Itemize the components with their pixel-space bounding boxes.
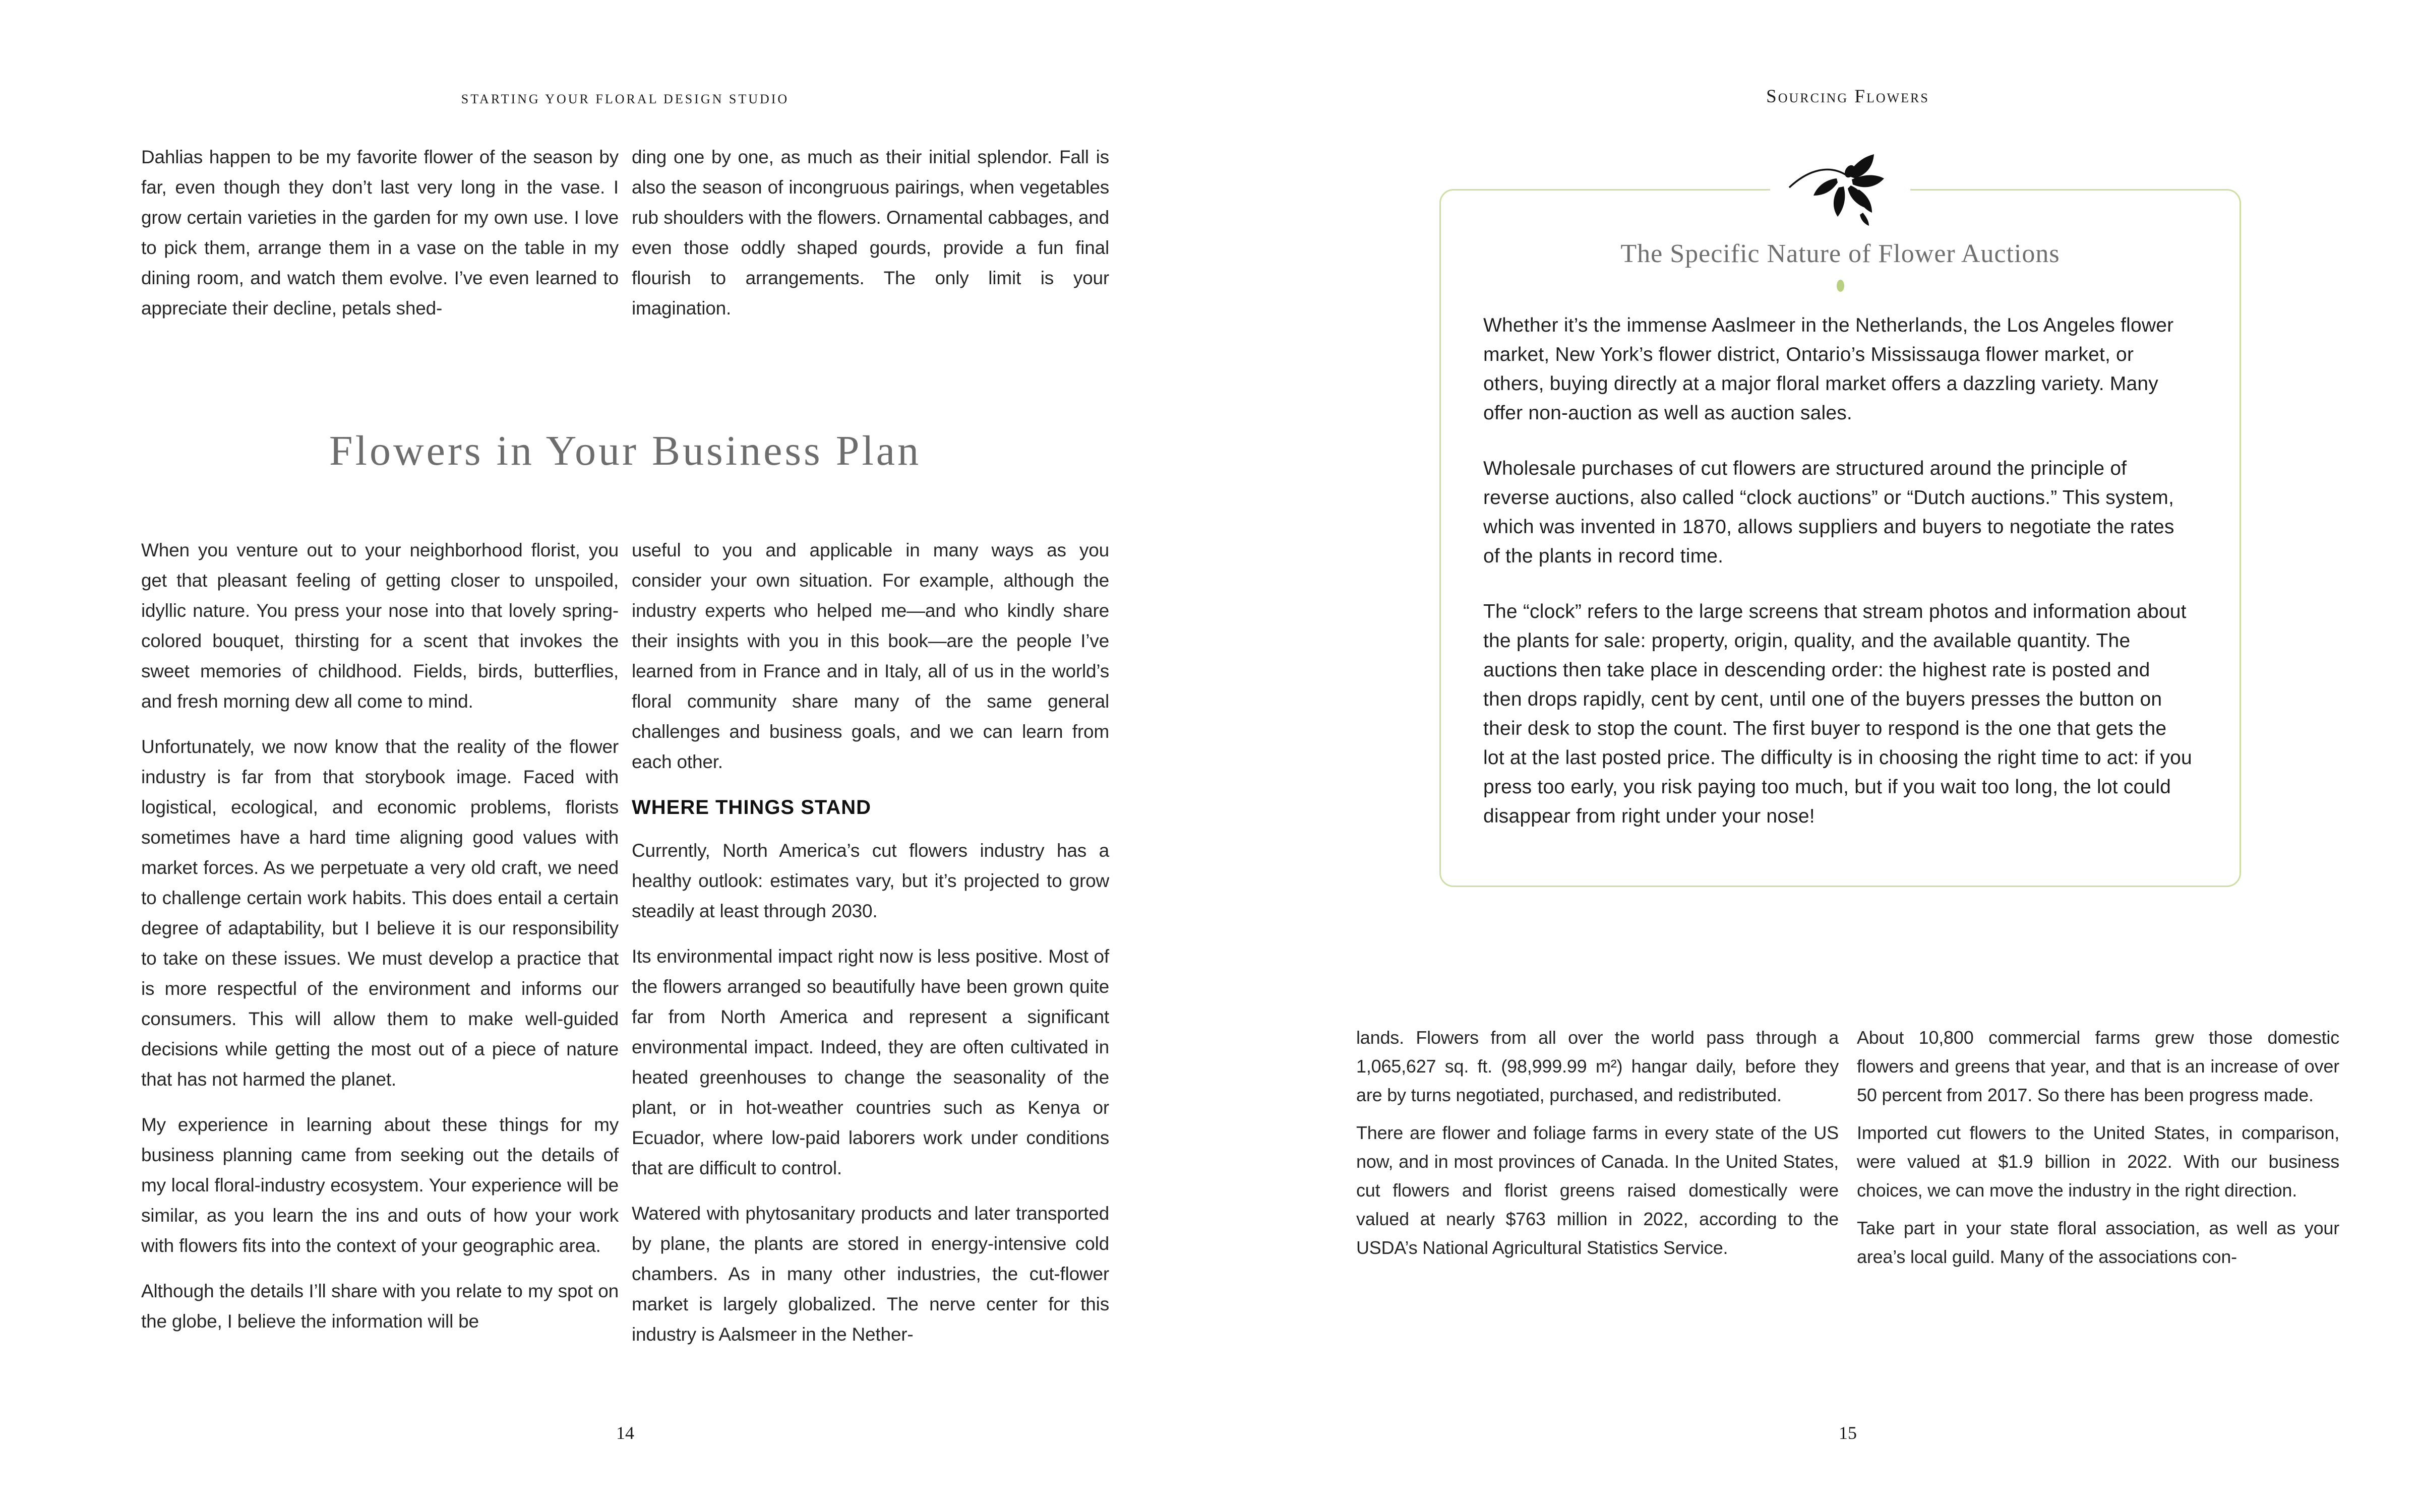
paragraph: Whether it’s the immense Aaslmeer in the Netherlands, the Los Angeles flower market, New York’s flower district, Ontario’s Mississauga flower market, or others, buying directly at a major floral market offers a dazzling variety. Many offer non-auction as well as auction sales.	[1483, 314, 2174, 424]
intro-column-1	[141, 142, 619, 324]
paragraph: There are flower and foliage farms in every state of the US now, and in most provinces of Canada. In the United States, cut flowers and florist greens raised domestically were valued at nearly $763 million in 2022, according to the USDA’s National Agricultural Statistics Service.	[1356, 1122, 1839, 1258]
paragraph: Wholesale purchases of cut flowers are structured around the principle of reverse auctions, also called “clock auctions” or “Dutch auctions.” This system, which was invented in 1870, allows suppliers and buyers to negotiate the rates of the plants in record time.	[1483, 458, 2174, 567]
intro-section	[141, 142, 1109, 324]
paragraph: Take part in your state floral association, as well as your area’s local guild. Many of the associations con-	[1857, 1218, 2339, 1267]
paragraph: Its environmental impact right now is less positive. Most of the flowers arranged so beautifully have been grown quite far from North America and represent a significant environmental impact. Indeed, they are often cultivated in heated greenhouses to change the seasonality of the plant, or in hot-weather countries such as Kenya or Ecuador, where low-paid laborers work under conditions that are difficult to control.	[632, 946, 1109, 1178]
paragraph: Currently, North America’s cut flowers industry has a healthy outlook: estimates vary, but it’s projected to grow steadily at least through 2030.	[632, 840, 1109, 921]
main-column-1	[141, 535, 619, 1350]
main-section	[141, 535, 1109, 1350]
floral-sprig-icon	[1787, 149, 1893, 229]
box-title: The Specific Nature of Flower Auctions	[1620, 239, 2060, 268]
chapter-section-title: Flowers in Your Business Plan	[329, 427, 922, 474]
running-head-right: Sourcing Flowers	[1766, 86, 1929, 107]
main-column-2	[632, 535, 1109, 1350]
page-number-15: 15	[1839, 1423, 1857, 1443]
paragraph: Dahlias happen to be my favorite flower of the season by far, even though they don’t last very long in the vase. I grow certain varieties in the garden for my own use. I love to pick them, arrange them in a vase on the table in my dining room, and watch them evolve. I’ve even learned to appreciate their decline, petals shed-	[141, 147, 619, 319]
sidebar-box-flower-auctions	[1439, 189, 2241, 887]
intro-column-2	[632, 142, 1109, 324]
green-dot-ornament	[1837, 280, 1844, 292]
page-number-14: 14	[616, 1423, 634, 1443]
bottom-column-1	[1356, 1023, 1839, 1271]
paragraph: About 10,800 commercial farms grew those domestic flowers and greens that year, and that is an increase of over 50 percent from 2017. So there has been progress made.	[1857, 1027, 2339, 1105]
paragraph: When you venture out to your neighborhood florist, you get that pleasant feeling of getting closer to unspoiled, idyllic nature. You press your nose into that lovely spring-colored bouquet, thirsting for a scent that invokes the sweet memories of childhood. Fields, birds, butterflies, and fresh morning dew all come to mind.	[141, 540, 619, 712]
box-body	[1441, 292, 2240, 831]
ornament-wrapper	[1770, 149, 1910, 230]
paragraph: Unfortunately, we now know that the reality of the flower industry is far from that storybook image. Faced with logistical, ecological, and economic problems, florists sometimes have a hard time aligning good values with market forces. As we perpetuate a very old craft, we need to challenge certain work habits. This does entail a certain degree of adaptability, but I believe it is our responsibility to take on these issues. We must develop a practice that is more respectful of the environment and informs our consumers. This will allow them to make well-guided decisions while getting the most out of a piece of nature that has not harmed the planet.	[141, 736, 619, 1090]
paragraph: The “clock” refers to the large screens that stream photos and information about the plants for sale: property, origin, quality, and the available quantity. The auctions then take place in descending order: the highest rate is posted and then drops rapidly, cent by cent, until one of the buyers presses the button on their desk to stop the count. The first buyer to respond is the one that gets the lot at the last posted price. The difficulty is in choosing the right time to act: if you press too early, you risk paying too much, but if you wait too long, the lot could disappear from right under your nose!	[1483, 601, 2192, 827]
paragraph: My experience in learning about these things for my business planning came from seeking out the details of my local floral-industry ecosystem. Your experience will be similar, as you learn the ins and outs of how your work with flowers fits into the context of your geographic area.	[141, 1114, 619, 1256]
paragraph: Watered with phytosanitary products and later transported by plane, the plants are stored in energy-intensive cold chambers. As in many other industries, the cut-flower market is largely globalized. The nerve center for this industry is Aalsmeer in the Nether-	[632, 1203, 1109, 1345]
bottom-column-2	[1857, 1023, 2339, 1271]
paragraph: lands. Flowers from all over the world pass through a 1,065,627 sq. ft. (98,999.99 m²) hangar daily, before they are by turns negotiated, purchased, and redistributed.	[1356, 1027, 1839, 1105]
paragraph: Although the details I’ll share with you relate to my spot on the globe, I believe the information will be	[141, 1281, 619, 1332]
bottom-section	[1356, 1023, 2339, 1271]
paragraph: ding one by one, as much as their initial splendor. Fall is also the season of incongruous pairings, when vegetables rub shoulders with the flowers. Ornamental cabbages, and even those oddly shaped gourds, provide a fun final flourish to arrangements. The only limit is your imagination.	[632, 147, 1109, 319]
paragraph: Imported cut flowers to the United States, in comparison, were valued at $1.9 billion in 2022. With our business choices, we can move the industry in the right direction.	[1857, 1122, 2339, 1201]
running-head-left: STARTING YOUR FLORAL DESIGN STUDIO	[461, 92, 790, 106]
right-page	[1210, 0, 2420, 1512]
paragraph: useful to you and applicable in many ways as you consider your own situation. For example, although the industry experts who helped me—and who kindly share their insights with you in this book—are the people I’ve learned from in France and in Italy, all of us in the world’s floral community share many of the same general challenges and business goals, and we can learn from each other.	[632, 540, 1109, 772]
subheading-where-things-stand: WHERE THINGS STAND	[632, 796, 872, 818]
